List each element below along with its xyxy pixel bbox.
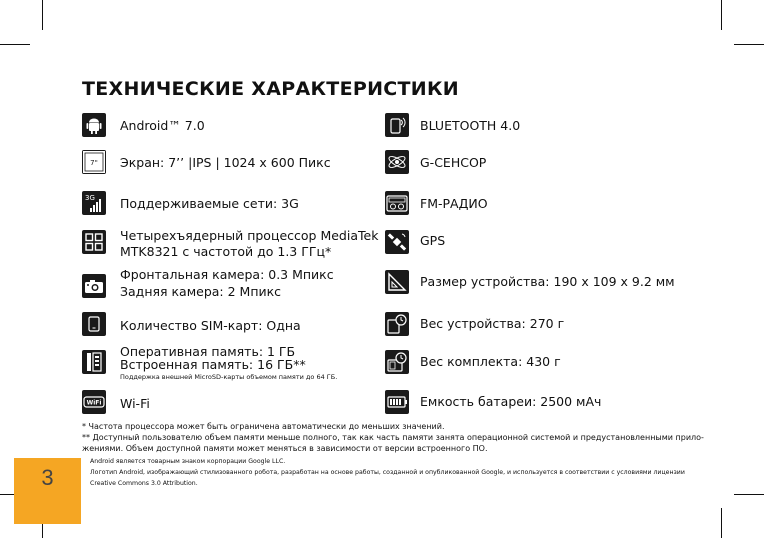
package-weight-icon xyxy=(385,350,409,374)
crop-mark xyxy=(721,508,722,538)
crop-mark xyxy=(734,494,764,495)
android-icon xyxy=(82,113,106,137)
spec-front-camera: Фронтальная камера: 0.3 Мпикс xyxy=(120,267,334,282)
spec-g-sensor: G-СЕНСОР xyxy=(420,155,487,170)
legal-logo-license: Логотип Android, изображающий стилизованного робота, разработан на основе работы, созданной и опубликованной Google, и используется в соответствии с условиями лицензии xyxy=(90,469,685,476)
spec-microsd-note: Поддержка внешней MicroSD-карты объемом памяти до 64 ГБ. xyxy=(120,373,338,381)
spec-device-weight: Вес устройства: 270 г xyxy=(420,316,565,331)
ruler-icon xyxy=(385,270,409,294)
spec-cpu-line1: Четырехъядерный процессор MediaTek xyxy=(120,228,379,243)
camera-icon xyxy=(82,274,106,298)
wifi-icon xyxy=(82,390,106,414)
scale-icon xyxy=(385,312,409,336)
spec-sim: Количество SIM-карт: Одна xyxy=(120,318,301,333)
spec-ram: Оперативная память: 1 ГБ xyxy=(120,344,296,359)
fm-radio-icon xyxy=(385,191,409,215)
spec-dimensions: Размер устройства: 190 х 109 х 9.2 мм xyxy=(420,274,675,289)
spec-gps: GPS xyxy=(420,233,446,248)
footnote-storage-line2: жениями. Объем доступной памяти может меняться в зависимости от версии встроенного ПО. xyxy=(82,444,488,453)
svg-text:WiFi: WiFi xyxy=(86,399,102,407)
spec-storage: Встроенная память: 16 ГБ** xyxy=(120,357,306,372)
footnote-cpu: * Частота процессора может быть ограничена автоматически до меньших значений. xyxy=(82,422,445,431)
legal-cc-attribution: Creative Commons 3.0 Attribution. xyxy=(90,480,198,487)
sim-card-icon xyxy=(82,312,106,336)
footnote-storage-line1: ** Доступный пользователю объем памяти меньше полного, так как часть памяти занята операционной системой и предустановленными прило- xyxy=(82,433,704,442)
spec-networks: Поддерживаемые сети: 3G xyxy=(120,196,299,211)
spec-battery: Емкость батареи: 2500 мАч xyxy=(420,394,602,409)
spec-fm-radio: FM-РАДИО xyxy=(420,196,488,211)
battery-icon xyxy=(385,390,409,414)
spec-screen: Экран: 7’’ |IPS | 1024 х 600 Пикс xyxy=(120,155,331,170)
screen-icon xyxy=(82,150,106,174)
spec-bluetooth: BLUETOOTH 4.0 xyxy=(420,118,521,133)
gps-icon xyxy=(385,230,409,254)
svg-text:3G: 3G xyxy=(85,194,95,202)
g-sensor-icon xyxy=(385,150,409,174)
spec-wifi: Wi-Fi xyxy=(120,396,150,411)
svg-text:7": 7" xyxy=(90,159,98,167)
spec-rear-camera: Задняя камера: 2 Мпикс xyxy=(120,284,282,299)
crop-mark xyxy=(734,44,764,45)
spec-cpu-line2: MTK8321 с частотой до 1.3 ГГц* xyxy=(120,244,332,259)
crop-mark xyxy=(42,0,43,30)
page-number: 3 xyxy=(41,465,54,490)
spec-android: Android™ 7.0 xyxy=(120,118,205,133)
memory-icon xyxy=(82,350,106,374)
crop-mark xyxy=(721,0,722,30)
crop-mark xyxy=(0,494,14,495)
page-title: ТЕХНИЧЕСКИЕ ХАРАКТЕРИСТИКИ xyxy=(82,78,460,100)
cpu-icon xyxy=(82,230,106,254)
bluetooth-icon xyxy=(385,113,409,137)
signal-3g-icon xyxy=(82,191,106,215)
legal-trademark: Android является товарным знаком корпорации Google LLC. xyxy=(90,458,286,465)
spec-package-weight: Вес комплекта: 430 г xyxy=(420,354,561,369)
crop-mark xyxy=(0,44,30,45)
